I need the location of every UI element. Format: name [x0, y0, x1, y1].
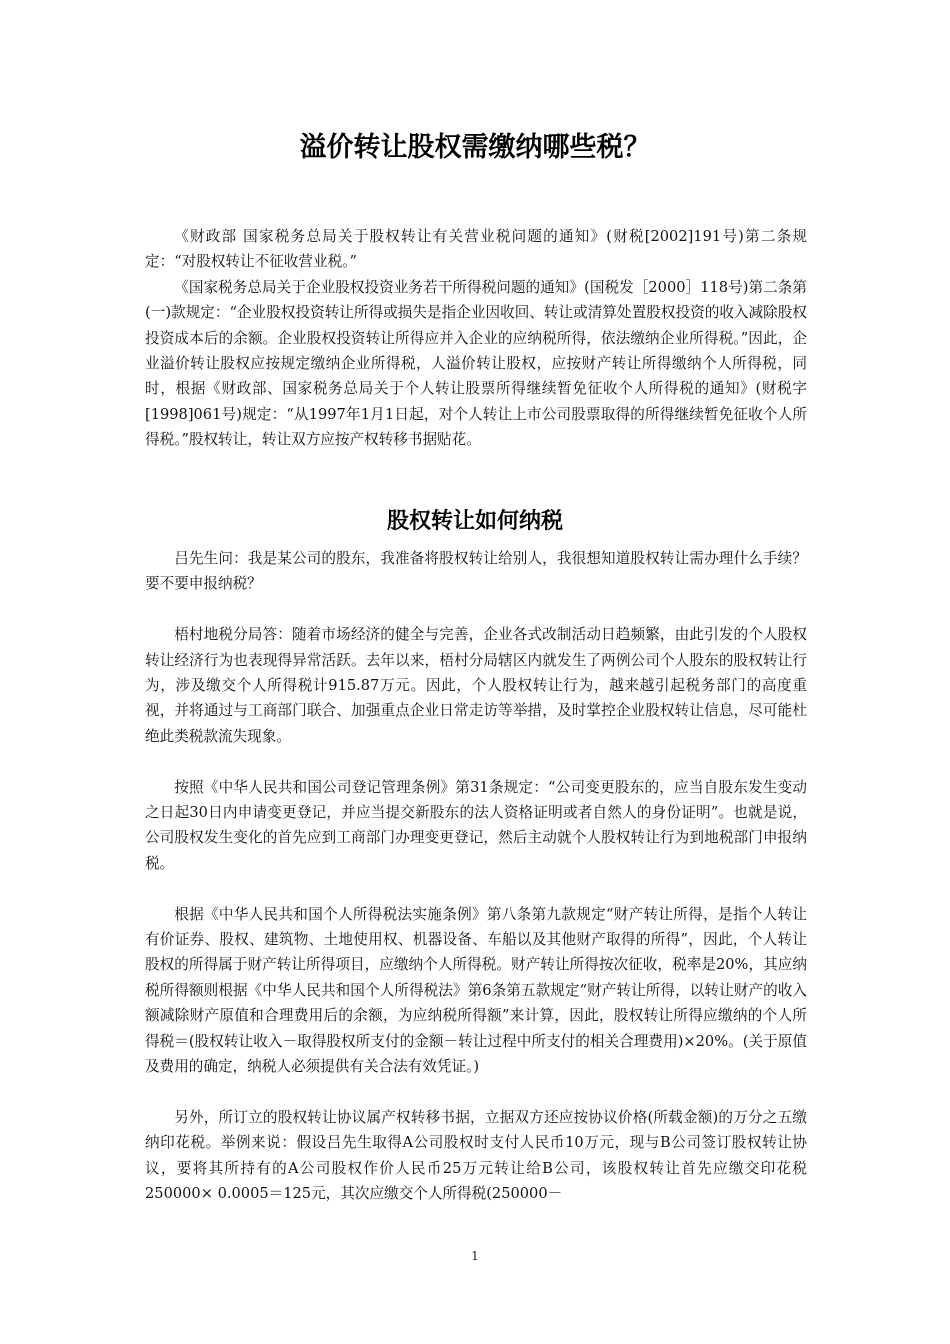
paragraph-question: 吕先生问：我是某公司的股东，我准备将股权转让给别人，我很想知道股权转让需办理什么手续？要不要申报纳税？	[145, 550, 807, 593]
paragraph-business-tax: 《财政部 国家税务总局关于股权转让有关营业税问题的通知》(财税[2002]191号)第二条规定：“对股权转让不征收营业税。”	[145, 228, 807, 271]
page-number: 1	[471, 1249, 479, 1263]
paragraph-answer: 梧村地税分局答：随着市场经济的健全与完善，企业各式改制活动日趋频繁，由此引发的个人股权转让经济行为也表现得异常活跃。去年以来，梧村分局辖区内就发生了两例公司个人股东的股权转让行为，涉及缴交个人所得税计915.87万元。因此，个人股权转让行为，越来越引起税务部门的高度重视，并将通过与工商部门联合、加强重点企业日常走访等举措，及时掌控企业股权转让信息，尽可能杜绝此类税款流失现象。	[145, 626, 807, 745]
paragraph-stamp-duty: 另外，所订立的股权转让协议属产权转移书据，立据双方还应按协议价格(所载金额)的万分之五缴纳印花税。举例来说：假设吕先生取得A公司股权时支付人民币10万元，现与B公司签订股权转让协议，要将其所持有的A公司股权作价人民币25万元转让给B公司，该股权转让首先应缴交印花税250000× 0.0005＝125元，其次应缴交个人所得税(250000－	[145, 1108, 807, 1203]
paragraph-gap	[145, 749, 807, 774]
paragraph-gap	[145, 597, 807, 622]
paragraph-tax-calculation: 根据《中华人民共和国个人所得税法实施条例》第八条第九款规定“财产转让所得，是指个人转让有价证券、股权、建筑物、土地使用权、机器设备、车船以及其他财产取得的所得”，因此，个人转让股权的所得属于财产转让所得项目，应缴纳个人所得税。财产转让所得按次征收，税率是20%，其应纳税所得额则根据《中华人民共和国个人所得税法》第6条第五款规定“财产转让所得，以转让财产的收入额减除财产原值和合理费用后的余额，为应纳税所得额”来计算，因此，股权转让所得应缴纳的个人所得税＝(股权转让收入－取得股权所支付的金额－转让过程中所支付的相关合理费用)×20%。(关于原值及费用的确定，纳税人必须提供有关合法有效凭证。)	[145, 905, 807, 1076]
paragraph-income-tax: 《国家税务总局关于企业股权投资业务若干所得税问题的通知》(国税发［2000］118号)第二条第(一)款规定：“企业股权投资转让所得或损失是指企业因收回、转让或清算处置股权投资的收入减除股权投资成本后的余额。企业股权投资转让所得应并入企业的应纳税所得，依法缴纳企业所得税。”因此，企业溢价转让股权应按规定缴纳企业所得税，人溢价转让股权，应按财产转让所得缴纳个人所得税，同时，根据《财政部、国家税务总局关于个人转让股票所得继续暂免征收个人所得税的通知》(财税字[1998]061号)规定：“从1997年1月1日起，对个人转让上市公司股票取得的所得继续暂免征收个人所得税。”股权转让，转让双方应按产权转移书据贴花。	[145, 278, 807, 449]
paragraph-registration: 按照《中华人民共和国公司登记管理条例》第31条规定：“公司变更股东的，应当自股东发生变动之日起30日内申请变更登记，并应当提交新股东的法人资格证明或者自然人的身份证明”。也就是说，公司股权发生变化的首先应到工商部门办理变更登记，然后主动就个人股权转让行为到地税部门申报纳税。	[145, 778, 807, 872]
paragraph-gap	[145, 876, 807, 901]
document-title: 溢价转让股权需缴纳哪些税？	[299, 132, 651, 163]
section-subtitle: 股权转让如何纳税	[386, 509, 563, 534]
section-1-body	[145, 224, 807, 453]
paragraph-gap	[145, 1079, 807, 1104]
section-2-body	[145, 546, 807, 1207]
